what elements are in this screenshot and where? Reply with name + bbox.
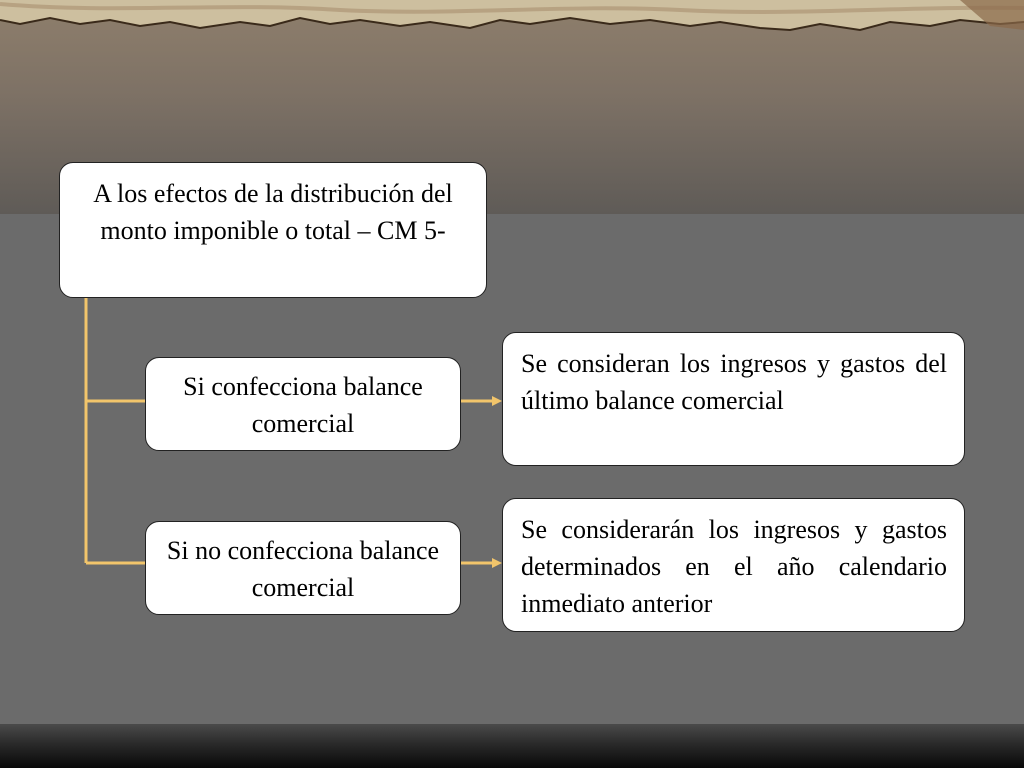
root-node [59,162,487,298]
arrowhead-1 [492,396,502,406]
result-node-2-text: Se considerarán los ingresos y gastos determinados en el año calendario inmediato anterior [521,515,947,618]
arrowhead-2 [492,558,502,568]
result-node-2 [502,498,965,632]
condition-node-1 [145,357,461,451]
result-node-1 [502,332,965,466]
root-node-text: A los efectos de la distribución del monto imponible o total – CM 5- [93,179,453,245]
condition-node-2-text: Si no confecciona balance comercial [166,536,440,602]
result-node-1-text: Se consideran los ingresos y gastos del último balance comercial [521,349,947,415]
condition-node-2 [145,521,461,615]
condition-node-1-text: Si confecciona balance comercial [183,372,423,438]
